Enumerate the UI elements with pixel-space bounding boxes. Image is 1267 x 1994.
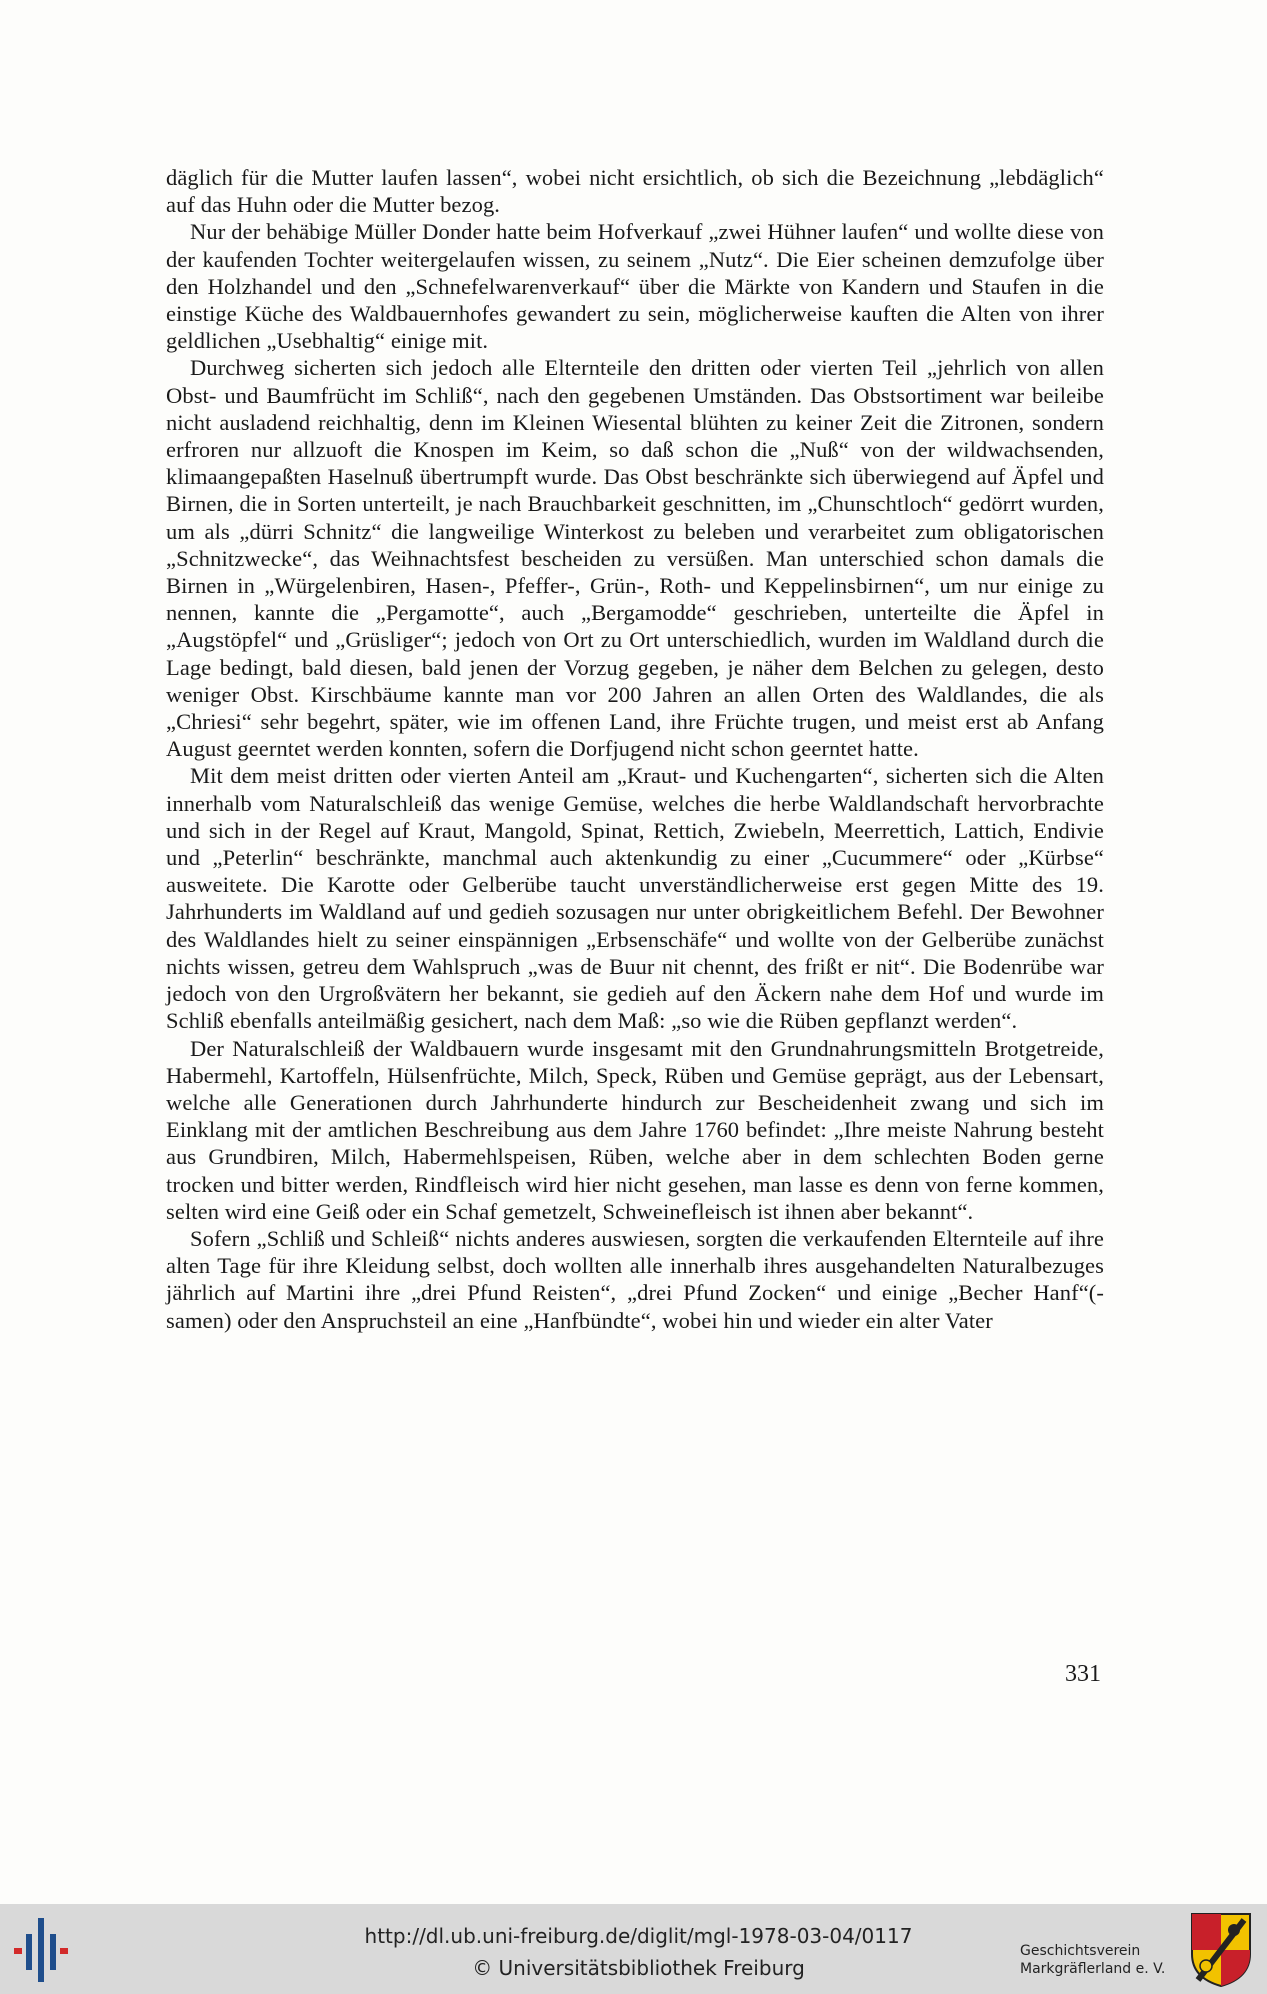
paragraph-3: Durchweg sicherten sich jedoch alle Elternteile den dritten oder vierten Teil „jehrlich von allen Obst- und Baumfrücht im Schliß“, nach den gegebenen Umständen. Das Obstsortiment war beileibe nicht ausladend reichhaltig, denn im Kleinen Wiesental blühten zu keiner Zeit die Zitronen, sondern erfroren nur allzuoft die Knospen im Keim, so daß schon die „Nuß“ von der wildwachsenden, klimaangepaßten Haselnuß übertrumpft wurde. Das Obst beschränkte sich überwiegend auf Äpfel und Birnen, die in Sorten unterteilt, je nach Brauchbarkeit geschnitten, im „Chunschtloch“ gedörrt wurden, um als „dürri Schnitz“ die langweilige Winterkost zu beleben und verarbeitet zum obligatorischen „Schnitzwecke“, das Weihnachtsfest bescheiden zu versüßen. Man unterschied schon damals die Birnen in „Würgelenbiren, Hasen-, Pfeffer-, Grün-, Roth- und Keppelinsbirnen“, um nur einige zu nennen, kannte die „Pergamotte“, auch „Bergamodde“ geschrieben, unterteilte die Äpfel in „Augstöpfel“ und „Grüsliger“; jedoch von Ort zu Ort unterschiedlich, wurden im Waldland durch die Lage bedingt, bald diesen, bald jenen der Vorzug gegeben, je näher dem Belchen zu gelegen, desto weniger Obst. Kirschbäume kannte man vor 200 Jahren an allen Orten des Waldlandes, die als „Chriesi“ sehr begehrt, später, wie im offenen Land, ihre Früchte trugen, und meist erst ab Anfang August geerntet werden konnten, sofern die Dorfjugend nicht schon geerntet hatte. [166, 355, 1104, 762]
paragraph-1: däglich für die Mutter laufen lassen“, wobei nicht ersichtlich, ob sich die Bezeichnung „lebdäglich“ auf das Huhn oder die Mutter bezog. [166, 165, 1104, 218]
paragraph-2: Nur der behäbige Müller Donder hatte beim Hofverkauf „zwei Hühner laufen“ und wollte diese von der kaufenden Tochter weitergelaufen wissen, zu seinem „Nutz“. Die Eier scheinen demzufolge über den Holzhandel und den „Schnefelwarenverkauf“ über die Märkte von Kandern und Staufen in die einstige Küche des Waldbauernhofes gewandert zu sein, möglicherweise kauften die Alten von ihrer geldlichen „Usebhaltig“ einige mit. [166, 219, 1104, 354]
footer-copyright: © Universitätsbibliothek Freiburg [472, 1956, 805, 1980]
footer-organization [1020, 1942, 1165, 1978]
footer-bar [0, 1904, 1267, 1994]
coat-of-arms-icon [1188, 1910, 1254, 1988]
paragraph-5: Der Naturalschleiß der Waldbauern wurde insgesamt mit den Grundnahrungsmitteln Brotgetreide, Habermehl, Kartoffeln, Hülsenfrüchte, Milch, Speck, Rüben und Gemüse geprägt, aus der Lebensart, welche alle Generationen durch Jahrhunderte hindurch zur Bescheidenheit zwang und sich im Einklang mit der amtlichen Beschreibung aus dem Jahre 1760 befindet: „Ihre meiste Nahrung besteht aus Grundbiren, Milch, Habermehlspeisen, Rüben, welche aber in dem schlechten Boden gerne trocken und bitter werden, Rindfleisch wird hier nicht gesehen, man lasse es denn von ferne kommen, selten wird eine Geiß oder ein Schaf gemetzelt, Schweinefleisch ist ihnen aber bekannt“. [166, 1035, 1104, 1224]
paragraph-4: Mit dem meist dritten oder vierten Anteil am „Kraut- und Kuchengarten“, sicherten sich die Alten innerhalb vom Naturalschleiß das wenige Gemüse, welches die herbe Waldlandschaft hervorbrachte und sich in der Regel auf Kraut, Mangold, Spinat, Rettich, Zwiebeln, Meerrettich, Lattich, Endivie und „Peterlin“ beschränkte, manchmal auch aktenkundig zu einer „Cucummere“ oder „Kürbse“ ausweitete. Die Karotte oder Gelberübe taucht unverständlicherweise erst gegen Mitte des 19. Jahrhunderts im Waldland auf und gedieh sozusagen nur unter obrigkeitlichem Befehl. Der Bewohner des Waldlandes hielt zu seiner einspännigen „Erbsenschäfe“ und wollte von der Gelberübe zunächst nichts wissen, getreu dem Wahlspruch „was de Buur nit chennt, des frißt er nit“. Die Bodenrübe war jedoch von den Urgroßvätern her bekannt, sie gedieh auf den Äckern nahe dem Hof und wurde im Schliß ebenfalls anteilmäßig gesichert, nach dem Maß: „so wie die Rüben gepflanzt werden“. [166, 763, 1104, 1034]
paragraph-6: Sofern „Schliß und Schleiß“ nichts anderes auswiesen, sorgten die verkaufenden Elternteile auf ihre alten Tage für ihre Kleidung selbst, doch wollten alle innerhalb ihres ausgehandelten Naturalbezuges jährlich auf Martini ihre „drei Pfund Reisten“, „drei Pfund Zocken“ und einige „Becher Hanf“(-samen) oder den Anspruchsteil an eine „Hanfbündte“, wobei hin und wieder ein alter Vater [166, 1225, 1104, 1333]
org-name-line-1: Geschichtsverein [1020, 1943, 1141, 1959]
org-name-line-2: Markgräflerland e. V. [1020, 1961, 1166, 1977]
body-text [166, 164, 1104, 1334]
page-number: 331 [1065, 1661, 1101, 1687]
footer-url-link[interactable]: http://dl.ub.uni-freiburg.de/diglit/mgl-1978-03-04/0117 [364, 1924, 913, 1948]
